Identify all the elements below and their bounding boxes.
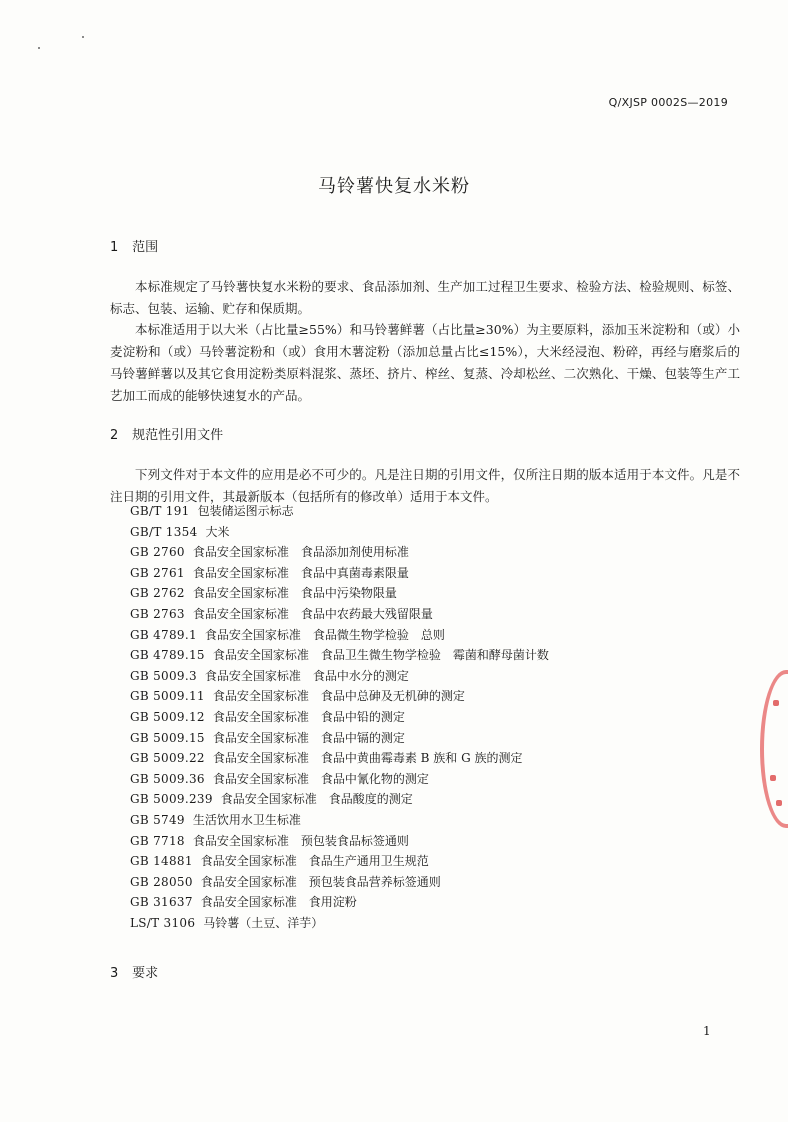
scan-speck (82, 36, 84, 38)
page-number: 1 (703, 1024, 711, 1038)
scope-paragraph-2: 本标准适用于以大米（占比量≥55%）和马铃薯鲜薯（占比量≥30%）为主要原料，添加玉米淀粉和（或）小麦淀粉和（或）马铃薯淀粉和（或）食用木薯淀粉（添加总量占比≤15%），大米经浸泡、粉碎，再经与磨浆后的马铃薯鲜薯以及其它食用淀粉类原料混浆、蒸坯、挤片、榨丝、复蒸、冷却松丝、二次熟化、干燥、包装等生产工艺加工而成的能够快速复水的产品。 (110, 322, 740, 403)
reference-item (130, 686, 549, 707)
reference-code: GB 5009.22 (130, 751, 205, 766)
section-number: 3 (110, 966, 119, 981)
section-title: 要求 (132, 966, 159, 981)
scan-speck (38, 47, 40, 49)
reference-item (130, 522, 549, 543)
reference-item (130, 769, 549, 790)
reference-item (130, 563, 549, 584)
reference-item (130, 851, 549, 872)
reference-code: GB 31637 (130, 895, 193, 910)
reference-code: LS/T 3106 (130, 915, 196, 930)
reference-code: GB 14881 (130, 854, 193, 869)
seal-fragment (773, 700, 779, 706)
reference-item (130, 748, 549, 769)
reference-title: 食品安全国家标准 食品中黄曲霉毒素 B 族和 G 族的测定 (212, 751, 523, 766)
reference-item (130, 913, 549, 934)
reference-code: GB 4789.15 (130, 648, 205, 663)
reference-title: 食品安全国家标准 食品中真菌毒素限量 (192, 565, 409, 580)
seal-fragment (776, 800, 782, 806)
reference-item (130, 810, 549, 831)
reference-code: GB 2760 (130, 545, 185, 560)
reference-code: GB 7718 (130, 833, 185, 848)
seal-fragment (770, 775, 776, 781)
reference-item (130, 542, 549, 563)
reference-code: GB 5009.12 (130, 709, 205, 724)
reference-item (130, 604, 549, 625)
reference-code: GB 5009.15 (130, 730, 205, 745)
reference-title: 包装储运图示标志 (197, 504, 294, 518)
section-heading-requirements (110, 962, 158, 981)
reference-code: GB 5009.3 (130, 668, 197, 683)
reference-item (130, 666, 549, 687)
reference-code: GB 5009.36 (130, 771, 205, 786)
reference-title: 食品安全国家标准 食品中污染物限量 (192, 586, 397, 601)
section-number: 2 (110, 428, 119, 443)
references-intro-paragraph: 下列文件对于本文件的应用是必不可少的。凡是注日期的引用文件，仅所注日期的版本适用于本文件。凡是不注日期的引用文件，其最新版本（包括所有的修改单）适用于本文件。 (110, 467, 740, 504)
section-heading-normative-references (110, 424, 223, 443)
reference-title: 食品安全国家标准 食品酸度的测定 (220, 792, 413, 807)
section-heading-scope (110, 236, 158, 255)
reference-item (130, 501, 549, 522)
reference-code: GB 5009.239 (130, 792, 213, 807)
reference-code: GB 2763 (130, 606, 185, 621)
reference-title: 食品安全国家标准 食品卫生微生物学检验 霉菌和酵母菌计数 (212, 648, 549, 663)
reference-title: 食品安全国家标准 食品生产通用卫生规范 (200, 854, 429, 869)
section-title: 规范性引用文件 (132, 428, 224, 443)
reference-item (130, 645, 549, 666)
reference-item (130, 728, 549, 749)
reference-title: 生活饮用水卫生标准 (192, 812, 301, 827)
reference-item (130, 707, 549, 728)
reference-title: 食品安全国家标准 食品中总砷及无机砷的测定 (212, 689, 465, 704)
reference-list (130, 501, 549, 933)
scope-paragraph-1: 本标准规定了马铃薯快复水米粉的要求、食品添加剂、生产加工过程卫生要求、检验方法、检验规则、标签、标志、包装、运输、贮存和保质期。 (110, 279, 740, 316)
reference-title: 食品安全国家标准 食品中镉的测定 (212, 730, 405, 745)
reference-title: 食品安全国家标准 食品中水分的测定 (204, 668, 409, 683)
reference-title: 马铃薯（土豆、洋芋） (203, 915, 324, 930)
reference-code: GB 5749 (130, 812, 185, 827)
reference-title: 食品安全国家标准 食品中农药最大残留限量 (192, 606, 433, 621)
reference-title: 食品安全国家标准 食用淀粉 (200, 895, 357, 910)
reference-title: 食品安全国家标准 食品添加剂使用标准 (192, 545, 409, 560)
reference-title: 食品安全国家标准 预包装食品标签通则 (192, 833, 409, 848)
reference-code: GB 5009.11 (130, 689, 205, 704)
reference-code: GB 4789.1 (130, 627, 197, 642)
reference-item (130, 892, 549, 913)
document-title: 马铃薯快复水米粉 (318, 176, 470, 197)
document-code: Q/XJSP 0002S—2019 (608, 96, 728, 109)
reference-item (130, 625, 549, 646)
reference-title: 大米 (205, 524, 230, 539)
reference-code: GB 2762 (130, 586, 185, 601)
reference-title: 食品安全国家标准 食品中氰化物的测定 (212, 771, 429, 786)
reference-code: GB/T 1354 (130, 524, 198, 539)
reference-title: 食品安全国家标准 食品中铅的测定 (212, 709, 405, 724)
section-title: 范围 (132, 240, 159, 255)
reference-code: GB 2761 (130, 565, 185, 580)
red-seal-stamp (760, 670, 788, 828)
reference-code: GB/T 191 (130, 504, 190, 518)
section-number: 1 (110, 240, 119, 255)
reference-title: 食品安全国家标准 预包装食品营养标签通则 (200, 874, 441, 889)
reference-item (130, 872, 549, 893)
reference-item (130, 831, 549, 852)
reference-code: GB 28050 (130, 874, 193, 889)
reference-item (130, 583, 549, 604)
reference-item (130, 789, 549, 810)
reference-title: 食品安全国家标准 食品微生物学检验 总则 (204, 627, 445, 642)
